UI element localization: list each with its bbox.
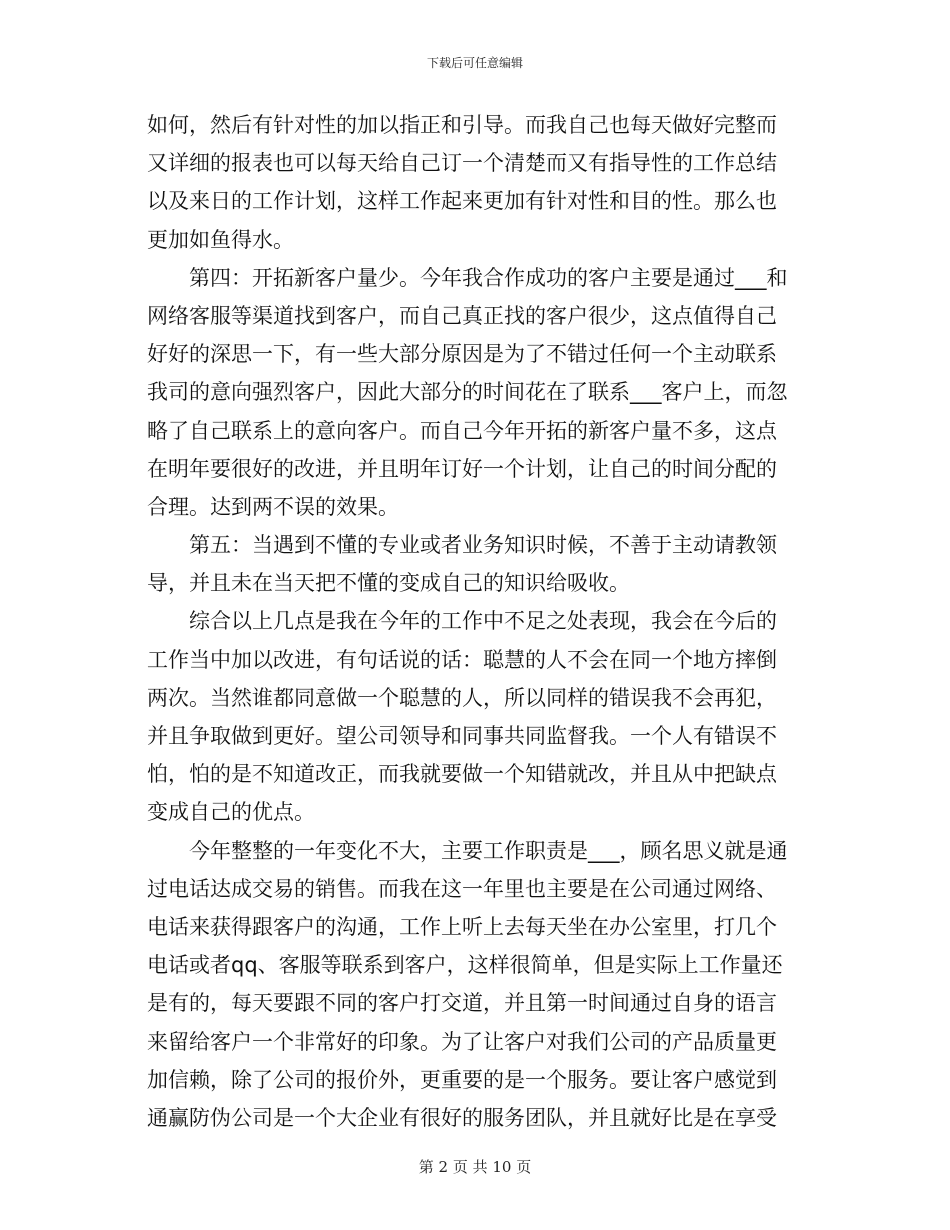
paragraph-start-line: 第五：当遇到不懂的专业或者业务知识时候，不善于主动请教领 <box>189 533 777 558</box>
text-line: 工作当中加以改进，有句话说的话：聪慧的人不会在同一个地方摔倒 <box>147 647 777 672</box>
text-line: 如何，然后有针对性的加以指正和引导。而我自己也每天做好完整而 <box>147 113 777 137</box>
text-line: 好好的深思一下，有一些大部分原因是为了不错过任何一个主动联系 <box>147 342 777 367</box>
text-line: 变成自己的优点。 <box>147 800 315 825</box>
text-line: 来留给客户一个非常好的印象。为了让客户对我们公司的产品质量更 <box>147 1029 777 1054</box>
text-line: 电话来获得跟客户的沟通，工作上听上去每天坐在办公室里，打几个 <box>147 914 777 939</box>
text-line: 并且争取做到更好。望公司领导和同事共同监督我。一个人有错误不 <box>147 724 777 748</box>
paragraph-start-line: 今年整整的一年变化不大，主要工作职责是___，顾名思义就是通 <box>189 838 788 863</box>
text-line: 加信赖，除了公司的报价外，更重要的是一个服务。要让客户感觉到 <box>147 1067 777 1092</box>
paragraph-start-line: 第四：开拓新客户量少。今年我合作成功的客户主要是通过___和 <box>189 265 788 290</box>
text-line: 两次。当然谁都同意做一个聪慧的人，所以同样的错误我不会再犯， <box>147 685 777 710</box>
document-body <box>147 106 807 1137</box>
text-line: 以及来日的工作计划，这样工作起来更加有针对性和目的性。那么也 <box>147 189 777 214</box>
text-line: 略了自己联系上的意向客户。而自己今年开拓的新客户量不多，这点 <box>147 418 777 443</box>
text-line: 电话或者qq、客服等联系到客户，这样很简单，但是实际上工作量还 <box>147 953 783 978</box>
page-header: 下载后可任意编辑 <box>426 56 523 70</box>
text-line: 导，并且未在当天把不懂的变成自己的知识给吸收。 <box>147 571 630 596</box>
text-line: 在明年要很好的改进，并且明年订好一个计划，让自己的时间分配的 <box>147 456 777 481</box>
text-line: 更加如鱼得水。 <box>147 227 294 252</box>
text-line: 怕，怕的是不知道改正，而我就要做一个知错就改，并且从中把缺点 <box>147 762 777 787</box>
text-line: 过电话达成交易的销售。而我在这一年里也主要是在公司通过网络、 <box>147 876 777 901</box>
text-line: 又详细的报表也可以每天给自己订一个清楚而又有指导性的工作总结 <box>147 151 777 176</box>
text-line: 网络客服等渠道找到客户，而自己真正找的客户很少，这点值得自己 <box>147 303 777 328</box>
text-line: 我司的意向强烈客户，因此大部分的时间花在了联系___客户上，而忽 <box>147 380 788 405</box>
text-line: 是有的，每天要跟不同的客户打交道，并且第一时间通过自身的语言 <box>147 991 777 1016</box>
page-number-footer: 第 2 页 共 10 页 <box>418 1158 532 1176</box>
text-line: 通赢防伪公司是一个大企业有很好的服务团队，并且就好比是在享受 <box>147 1105 777 1130</box>
text-line: 合理。达到两不误的效果。 <box>147 494 399 519</box>
paragraph-start-line: 综合以上几点是我在今年的工作中不足之处表现，我会在今后的 <box>189 609 777 634</box>
